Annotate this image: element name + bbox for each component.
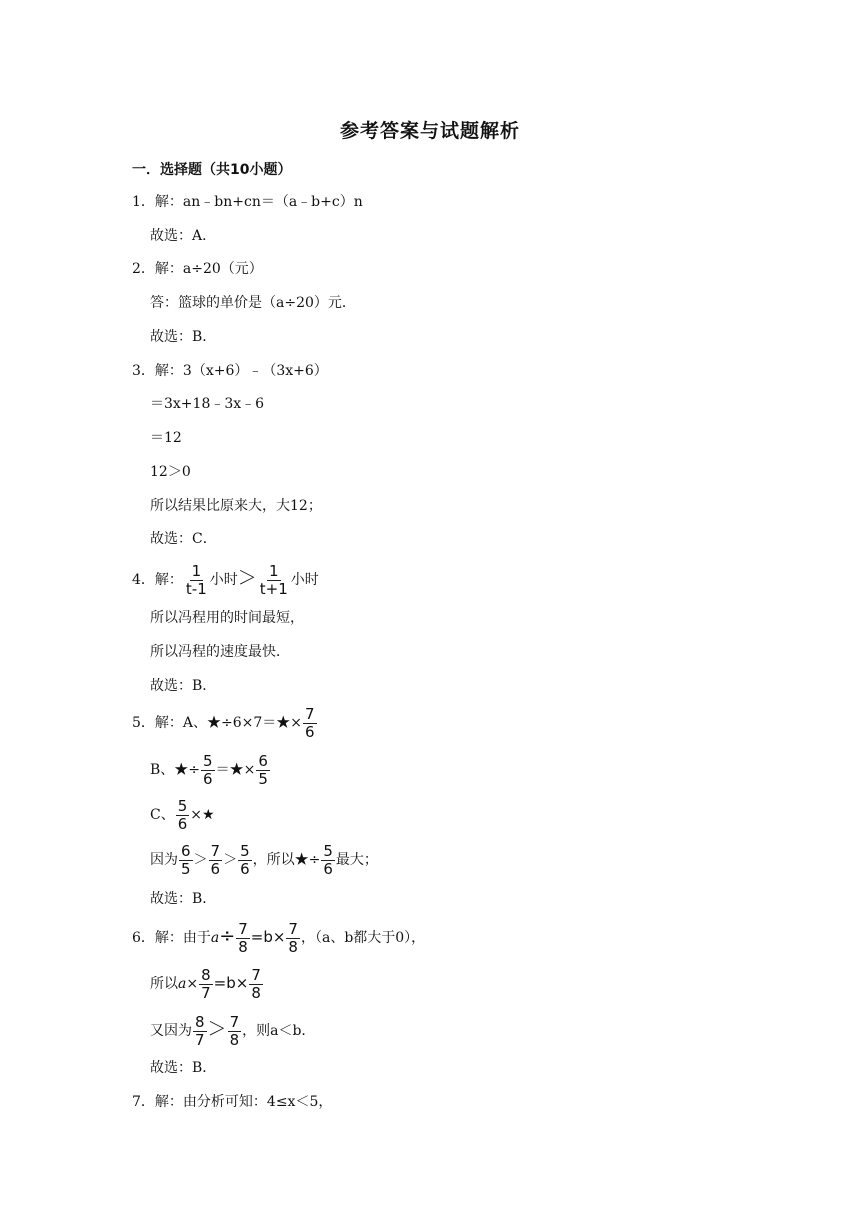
q1-answer: 故选：A． — [150, 228, 217, 244]
q7-solution: 7．解：由分析可知：4≤x＜5， — [132, 1094, 333, 1110]
q5-comparison: 因为 $\frac{6}{5}$ ＞ $\frac{7}{6}$ ＞ $\frac{5}{6}$ ，所以★÷ $\frac{5}{6}$ 最大； — [150, 841, 378, 878]
q4-solution — [132, 560, 319, 598]
q3-conclusion: 所以结果比原来大，大12； — [150, 498, 322, 514]
q5-fraction: $\frac{5}{6}$ — [177, 796, 188, 833]
q4-prefix: 4．解： — [132, 572, 183, 588]
q5-fraction: $\frac{7}{6}$ — [210, 841, 221, 878]
q3-answer: 故选：C． — [150, 531, 217, 547]
q5-fraction: $\frac{6}{5}$ — [181, 841, 191, 878]
q3-step2: ＝12 — [150, 430, 182, 446]
q2-reply: 答：篮球的单价是（a÷20）元． — [150, 295, 356, 311]
q6-fraction: $\frac{7}{8}$ — [288, 919, 298, 956]
q4-answer: 故选：B． — [150, 678, 217, 694]
q4-unit-1: 小时 — [209, 572, 238, 588]
section-heading: 一．选择题（共10小题） — [132, 162, 292, 178]
q5-fraction: $\frac{5}{6}$ — [323, 841, 333, 878]
q2-solution: 2．解：a÷20（元） — [132, 261, 263, 277]
q4-fraction-2: $\frac{1}{t+1}$ — [259, 561, 288, 598]
q6-conclusion: 又因为 $\frac{8}{7}$ ＞ $\frac{7}{8}$ ，则a＜b． — [150, 1012, 316, 1049]
q5-option-b: B、★÷ $\frac{5}{6}$ ＝★× $\frac{6}{5}$ — [150, 751, 268, 788]
q6-step: 所以a× $\frac{8}{7}$ =b× $\frac{7}{8}$ — [150, 965, 261, 1002]
q6-fraction: $\frac{7}{8}$ — [251, 965, 261, 1002]
q4-reason-2: 所以冯程的速度最快． — [150, 644, 290, 660]
page-title: 参考答案与试题解析 — [339, 120, 520, 142]
q1-solution: 1．解：an﹣bn+cn＝（a﹣b+c）n — [132, 194, 363, 210]
q5-option-a: 5．解：A、★÷6×7＝★× $\frac{7}{6}$ — [132, 704, 315, 741]
q6-solution: 6．解：由于a÷ $\frac{7}{8}$ =b× $\frac{7}{8}$ ，（a、b都大于0）， — [132, 919, 426, 956]
q6-answer: 故选：B． — [150, 1060, 217, 1076]
q5-fraction: $\frac{7}{6}$ — [305, 704, 315, 741]
q4-reason-1: 所以冯程用的时间最短， — [150, 610, 304, 626]
q4-fraction-1: $\frac{1}{t-1}$ — [185, 561, 207, 598]
q6-fraction: $\frac{8}{7}$ — [195, 1012, 205, 1049]
q4-gt: ＞ — [237, 567, 257, 589]
q3-solution: 3．解：3（x+6）﹣（3x+6） — [132, 363, 328, 379]
q3-step1: ＝3x+18﹣3x﹣6 — [150, 396, 265, 412]
q5-option-c: C、 $\frac{5}{6}$ ×★ — [150, 796, 215, 833]
q2-answer: 故选：B． — [150, 329, 217, 345]
q3-step3: 12＞0 — [150, 464, 191, 480]
q5-fraction: $\frac{6}{5}$ — [258, 751, 268, 788]
q6-fraction: $\frac{8}{7}$ — [201, 965, 211, 1002]
q5-fraction: $\frac{5}{6}$ — [203, 751, 213, 788]
q6-fraction: $\frac{7}{8}$ — [238, 919, 248, 956]
q4-unit-2: 小时 — [290, 572, 319, 588]
q6-fraction: $\frac{7}{8}$ — [229, 1012, 240, 1049]
q5-fraction: $\frac{5}{6}$ — [240, 841, 250, 878]
q5-answer: 故选：B． — [150, 891, 217, 907]
